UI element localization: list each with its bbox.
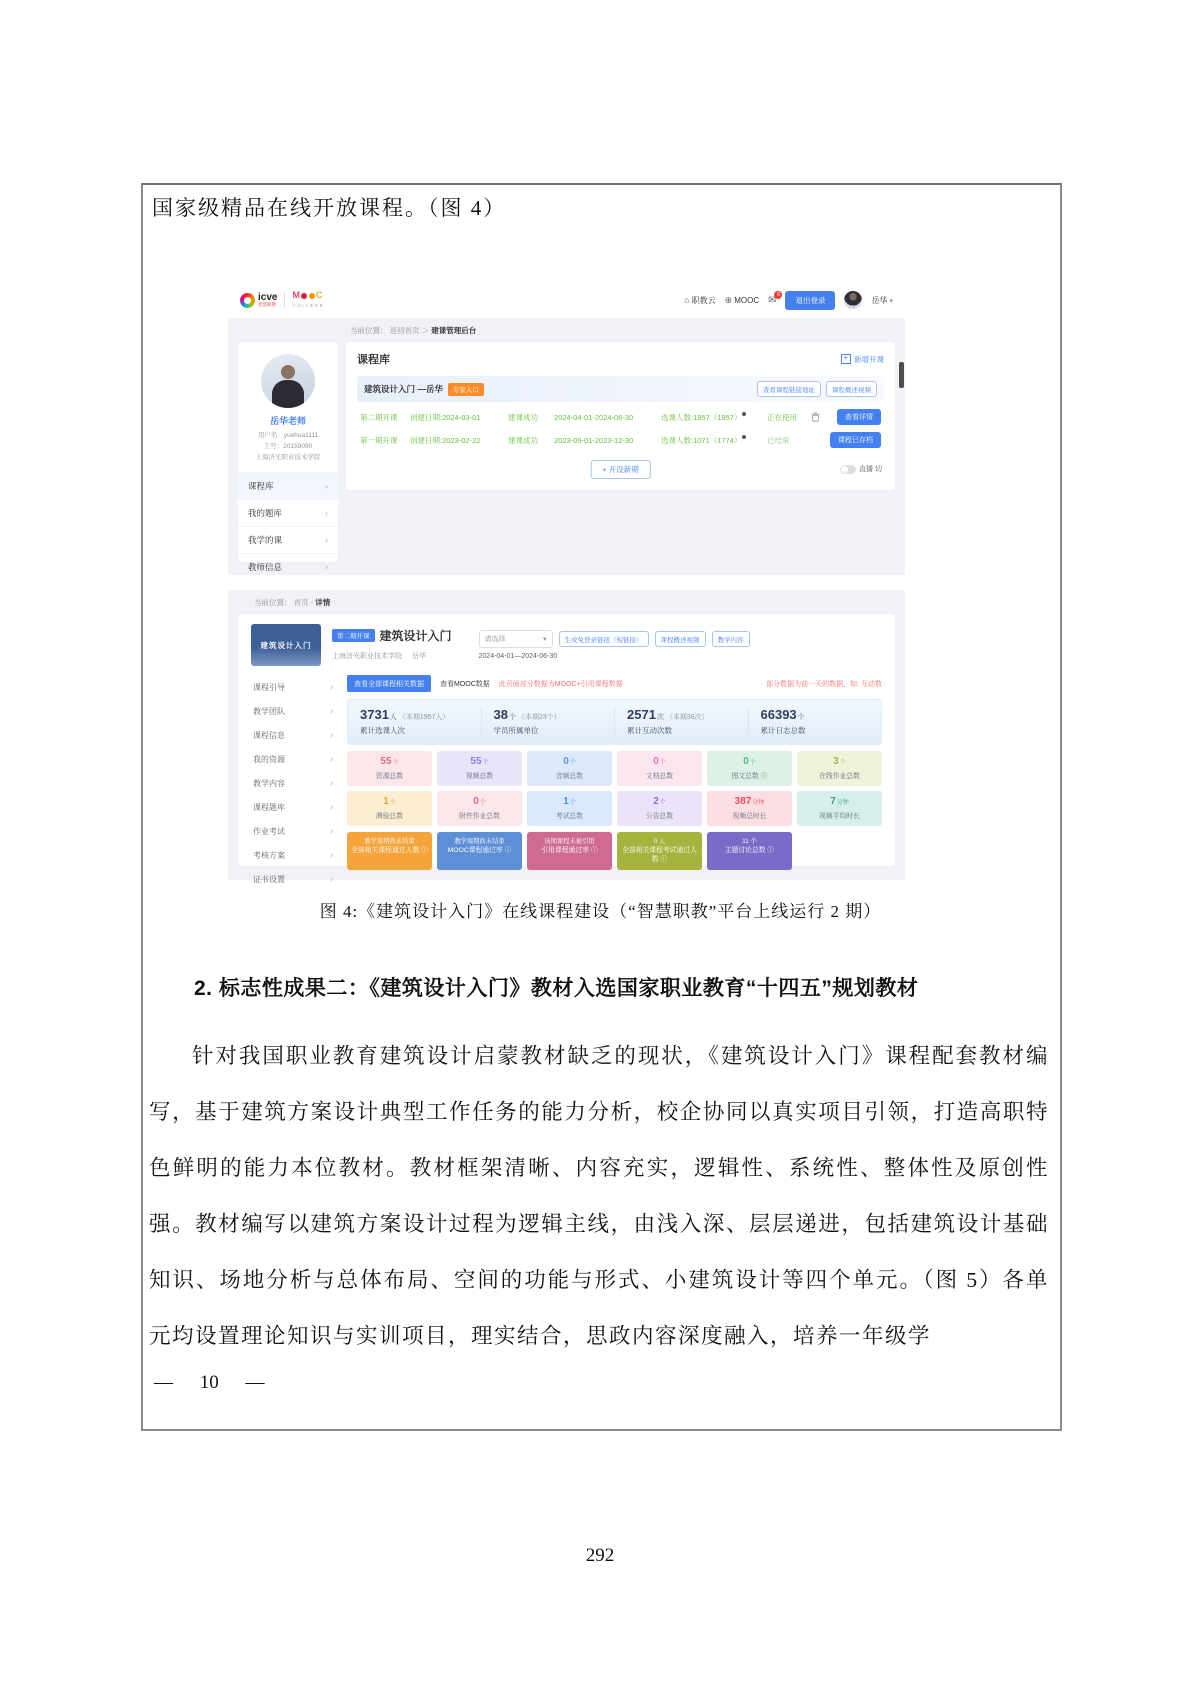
menu-item-assessment-plan[interactable]: 考核方案 › — [251, 843, 341, 867]
breadcrumb-current: 建课管理后台 — [431, 326, 477, 335]
status-cell: 建课成功 — [508, 412, 538, 422]
archived-course-button[interactable]: 课程已存档 — [830, 432, 881, 448]
course-teacher: 岳华 — [411, 653, 426, 660]
teacher-workid: 工号：20159090 — [263, 443, 313, 451]
stat-card: 7分钟 视频平均时长 — [797, 791, 882, 826]
table-row — [357, 402, 884, 425]
menu-item-certificate[interactable]: 证书设置 › — [251, 867, 341, 891]
breadcrumb-home-link[interactable]: 首页 — [293, 598, 309, 607]
menu-item-homework-exam[interactable]: 作业考试 › — [251, 819, 341, 843]
mooc-logo-dot — [301, 293, 307, 299]
menu-item-my-resources[interactable]: 我的资源 › — [251, 747, 341, 771]
messages-button[interactable] — [768, 291, 781, 306]
chevron-right-icon — [325, 535, 328, 545]
term-badge: 第二期开课 — [332, 629, 375, 642]
info-dot-icon — [742, 435, 746, 439]
summary-enrollment: 3731人 （本期1957人） 累计选课人次 — [360, 707, 450, 735]
menu-item-teaching-content[interactable]: 教学内容 › — [251, 771, 341, 795]
mooc-college-text: COLLEGE — [292, 303, 325, 308]
course-menu — [251, 675, 347, 891]
menu-item-course-info[interactable]: 课程信息 › — [251, 723, 341, 747]
toggle-label: 直播 切 — [859, 466, 882, 473]
trash-icon[interactable] — [811, 412, 823, 422]
course-library-title: 课程库 — [357, 354, 390, 366]
globe-icon — [725, 295, 733, 306]
screenshot-figure — [228, 282, 905, 884]
created-cell: 创建日期:2024-03-01 — [410, 412, 481, 422]
page-marker: — 10 — — [154, 1372, 265, 1393]
stat-card: 0个 音频总数 — [527, 751, 612, 786]
data-note-right: 部分数据为前一天的数据，如: 互动数 — [766, 680, 882, 688]
icve-logo-text: icve — [258, 291, 278, 303]
course-admin-section — [228, 318, 905, 575]
sidebar-item-question-bank[interactable]: 我的题库 › — [238, 499, 338, 526]
course-school: 上海济光职业技术学院 — [332, 653, 402, 660]
toggle-switch[interactable] — [840, 465, 856, 474]
teacher-school: 上海济光职业技术学院 — [255, 454, 321, 462]
stat-card: 1个 测验总数 — [347, 791, 432, 826]
teacher-sidebar — [238, 342, 338, 573]
breadcrumb-current: 详情 — [315, 598, 331, 607]
chevron-right-icon — [330, 754, 333, 764]
menu-item-question-bank[interactable]: 课程题库 › — [251, 795, 341, 819]
summary-units: 38个 （本期23个） 学员所属单位 — [481, 707, 615, 736]
breadcrumb-separator: ＞ — [421, 326, 430, 335]
metric-buttons-row — [347, 832, 882, 870]
chevron-down-icon — [543, 635, 547, 643]
mooc-pass-rate-button[interactable]: 教学周期尚未结束 MOOC课程通过率 ⓘ — [437, 832, 522, 870]
menu-item-course-guide[interactable]: 课程引导 › — [251, 675, 341, 699]
toggle-row — [840, 464, 882, 474]
chevron-right-icon — [330, 778, 333, 788]
breadcrumb: 当前位置： 首页 - 详情 — [254, 598, 331, 607]
term-cell: 第一期开课 — [360, 435, 398, 445]
chevron-right-icon — [330, 682, 333, 692]
summary-logs: 66393个 累计日志总数 — [748, 707, 882, 736]
term-cell: 第二期开课 — [360, 412, 398, 422]
user-menu[interactable]: 岳华 ▾ — [871, 295, 893, 306]
teacher-username: 用户名：yuehua1111 — [257, 432, 319, 439]
body-paragraph: 针对我国职业教育建筑设计启蒙教材缺乏的现状，《建筑设计入门》课程配套教材编写，基于建筑方案设计典型工作任务的能力分析，校企协同以真实项目引领，打造高职特色鲜明的能力本位教材。教材框架清晰、内容充实，逻辑性、系统性、整体性及原创性强。教材编写以建筑方案设计过程为逻辑主线，由浅入深、层层递进，包括建筑设计基础知识、场地分析与总体布局、空间的功能与形式、小建筑设计等四个单元。（图 5）各单元均设置理论知识与实训项目，理实结合，思政内容深度融入，培养一年级学 — [149, 1044, 1049, 1348]
cited-pass-rate-button[interactable]: 该期课程未被引用 引用课程通过率 ⓘ — [527, 832, 612, 870]
page-number: 292 — [585, 1545, 615, 1566]
icve-logo — [258, 293, 277, 308]
chevron-right-icon — [325, 508, 328, 518]
new-term-button[interactable]: + 开设新期 — [590, 460, 650, 479]
course-controls — [479, 624, 750, 660]
status-cell: 建课成功 — [508, 435, 538, 445]
course-title: 建筑设计入门 — [379, 629, 452, 643]
table-row — [357, 425, 884, 448]
stat-card: 55个 视频总数 — [437, 751, 522, 786]
breadcrumb-separator: - — [310, 598, 314, 607]
teaching-content-button[interactable]: 教学内容 — [712, 631, 750, 647]
stat-card: 0个 文档总数 — [617, 751, 702, 786]
teacher-avatar — [261, 354, 315, 408]
stat-cards-grid — [347, 751, 882, 826]
stat-card: 0个 图文总数 ⓘ — [707, 751, 792, 786]
chevron-down-icon — [889, 296, 893, 305]
course-detail-card — [238, 614, 895, 884]
chevron-right-icon — [325, 562, 328, 572]
summary-interactions: 2571次 （本期36次） 累计互动次数 — [614, 707, 748, 736]
chevron-right-icon — [330, 802, 333, 812]
stat-card: 55个 资源总数 — [347, 751, 432, 786]
summary-bar — [347, 699, 882, 745]
user-avatar[interactable] — [844, 291, 862, 309]
stats-panel — [347, 675, 882, 891]
created-cell: 创建日期:2023-02-22 — [410, 435, 481, 445]
course-banner: 建筑设计入门 — [251, 624, 321, 666]
overview-video-button[interactable]: 课程概述视频 — [655, 631, 706, 647]
sidebar-menu — [238, 472, 338, 580]
logout-button[interactable]: 退出登录 — [785, 291, 835, 310]
nav-zhijiaoyun[interactable]: ⌂ 职教云 — [684, 295, 715, 306]
pass-count-button[interactable]: 教学周期尚未结束 全部相关课程通过人数 ⓘ — [347, 832, 432, 870]
sidebar-item-my-courses[interactable]: 我学的课 › — [238, 526, 338, 553]
chevron-right-icon — [330, 850, 333, 860]
add-course-icon — [841, 354, 851, 364]
date-range-cell: 2023-09-01-2023-12-30 — [554, 435, 634, 445]
scrollbar-thumb[interactable] — [899, 362, 904, 388]
chevron-right-icon — [325, 481, 328, 491]
view-details-button[interactable]: 查看详情 — [837, 409, 881, 425]
section-heading: 2. 标志性成果二：《建筑设计入门》教材入选国家职业教育“十四五”规划教材 — [194, 977, 919, 1000]
stat-card: 3个 在线作业总数 — [797, 751, 882, 786]
data-note: 此页面部分数据为MOOC+引用课程数据 — [498, 680, 623, 688]
students-cell: 选课人数:1071（1774） — [661, 435, 763, 446]
mooc-college-logo — [292, 291, 324, 309]
chevron-right-icon — [330, 826, 333, 836]
term-date-range: 2024-04-01—2024-06-30 — [478, 653, 558, 660]
expert-entry-badge[interactable]: 专家入口 — [448, 383, 484, 396]
chevron-right-icon — [330, 874, 333, 884]
mooc-logo-letter: M — [292, 290, 300, 300]
icve-logo-icon — [240, 293, 255, 308]
stat-card: 1个 考试总数 — [527, 791, 612, 826]
app-header — [228, 282, 905, 318]
icve-logo-subtext: 智慧职教 — [258, 301, 276, 307]
header-nav — [684, 291, 893, 310]
info-dot-icon — [742, 412, 746, 416]
menu-item-teaching-team[interactable]: 教学团队 › — [251, 699, 341, 723]
breadcrumb-home-link[interactable]: 返回首页 — [389, 326, 420, 335]
teacher-name: 岳华老师 — [269, 416, 306, 426]
chevron-right-icon — [330, 730, 333, 740]
tab-all-course-data[interactable]: 查看全部课程相关数据 — [347, 675, 431, 692]
course-name: 建筑设计入门 —岳华 — [364, 384, 443, 394]
topic-discussion-button[interactable]: 11 个 主题讨论总数 ⓘ — [707, 832, 792, 870]
students-cell: 选课人数:1957（1957） — [661, 412, 763, 423]
sidebar-item-teacher-info[interactable]: 教师信息 › — [238, 553, 338, 580]
state-cell: 正在使用 — [767, 412, 797, 422]
generate-link-button[interactable]: 生成免登录链接（短链接） — [559, 631, 649, 647]
notification-badge: ✉ 6 — [774, 291, 782, 299]
view-course-link-button[interactable]: 查看课程链接地址 — [757, 381, 821, 397]
sidebar-item-course-library[interactable]: 课程库 › — [238, 472, 338, 499]
figure-caption: 图 4:《建筑设计入门》在线课程建设（“智慧职教”平台上线运行 2 期） — [319, 902, 882, 921]
course-library-card — [346, 342, 895, 490]
stat-card: 387分钟 视频总时长 — [707, 791, 792, 826]
course-group-header — [357, 376, 884, 402]
exam-pass-count-button[interactable]: 0 人 全部相关课程考试通过人数 ⓘ — [617, 832, 702, 870]
nav-mooc[interactable]: ⊕ MOOC — [725, 295, 759, 306]
state-cell: 已结束 — [767, 435, 790, 445]
stat-card: 0个 附件作业总数 — [437, 791, 522, 826]
logo-divider — [284, 292, 285, 308]
mooc-logo-dot — [309, 293, 315, 299]
mooc-logo-letter: C — [315, 290, 323, 300]
date-range-cell: 2024-04-01-2024-06-30 — [554, 412, 634, 422]
term-select[interactable]: 请选择 ▾ — [479, 630, 553, 648]
intro-text: 国家级精品在线开放课程。（图 4） — [152, 196, 507, 220]
breadcrumb: 当前位置： 返回首页 ＞ 建课管理后台 — [350, 326, 477, 335]
course-detail-section — [228, 590, 905, 884]
stat-card: 2个 公告总数 — [617, 791, 702, 826]
chevron-right-icon — [330, 706, 333, 716]
tab-mooc-data[interactable]: 查看MOOC数据 — [440, 680, 490, 688]
home-icon — [684, 295, 689, 305]
course-overview-video-button[interactable]: 课程概述视频 — [826, 381, 877, 397]
add-course-button[interactable]: + 新增开课 — [841, 354, 884, 365]
